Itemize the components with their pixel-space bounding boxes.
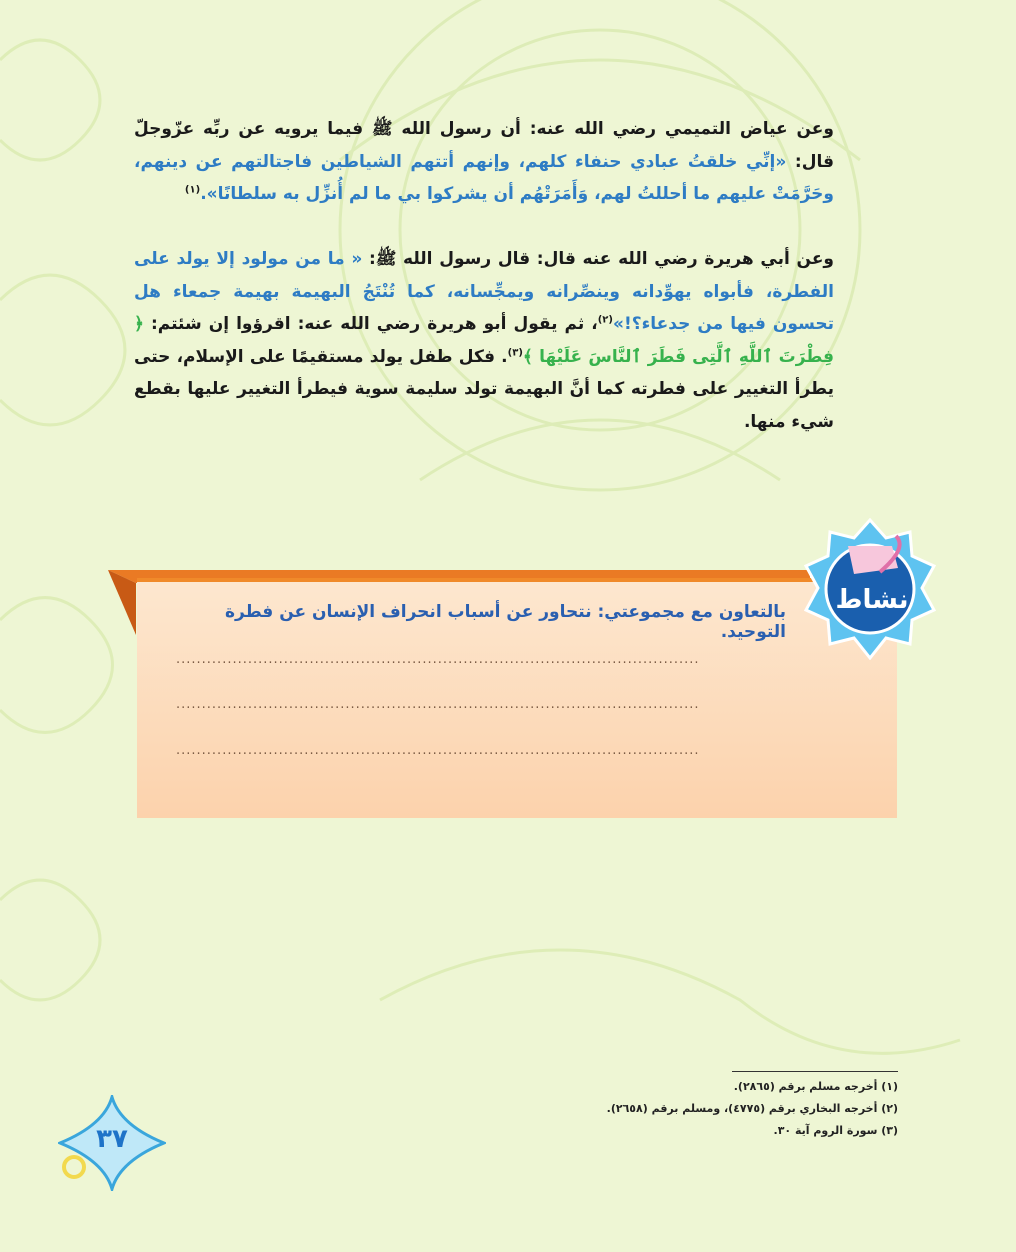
footnote-ref: (٢): [597, 314, 613, 326]
activity-prompt: بالتعاون مع مجموعتي: نتحاور عن أسباب انحراف الإنسان عن فطرة التوحيد.: [225, 602, 786, 642]
paragraph-intro: وعن عياض التميمي رضي الله عنه: أن رسول الله ﷺ فيما يرويه عن ربِّه عزّوجلّ قال:: [134, 119, 834, 172]
paragraph-conclusion: . فكل طفل يولد مستقيمًا على الإسلام، حتى يطرأ التغيير على فطرته كما أنَّ البهيمة تولد سليمة سوية فيطرأ التغيير عليها بقطع شيء منها.: [134, 346, 834, 432]
paragraph-intro: وعن أبي هريرة رضي الله عنه قال: قال رسول الله ﷺ:: [362, 249, 834, 269]
footnote-3: (٣) سورة الروم آية ٣٠.: [773, 1124, 898, 1137]
footnote-divider: [732, 1071, 898, 1072]
answer-line-2[interactable]: ......................................................................................................: [176, 697, 700, 712]
footnote-ref: (١): [184, 184, 201, 196]
footnotes: [498, 1076, 898, 1142]
activity-badge-label: نشاط: [835, 585, 909, 615]
paragraph-iyad: [134, 113, 834, 211]
paragraph-middle: ، ثم يقول أبو هريرة رضي الله عنه: اقرؤوا إن شئتم:: [143, 314, 598, 334]
quran-verse: ﴿ فِطْرَتَ ٱللَّهِ ٱلَّتِى فَطَرَ ٱلنَّاسَ عَلَيْهَا ﴾: [134, 314, 835, 367]
hadith-text: « ما من مولود إلا يولد على الفطرة، فأبواه يهوِّدانه وينصِّرانه ويمجِّسانه، كما تُنْتَجُ البهيمة بهيمة جمعاء هل تحسون فيها من جدعاء؟!»: [134, 249, 835, 334]
footnote-2: (٢) أخرجه البخاري برقم (٤٧٧٥)، ومسلم برقم (٢٦٥٨).: [606, 1102, 898, 1115]
answer-line-3[interactable]: ......................................................................................................: [176, 743, 700, 758]
page-number: ٣٧: [96, 1124, 128, 1154]
paragraph-abu-hurayrah: [134, 243, 834, 438]
answer-line-1[interactable]: ......................................................................................................: [176, 652, 700, 667]
hadith-text: «إنِّي خلقتُ عبادي حنفاء كلهم، وإنهم أتتهم الشياطين فاجتالتهم عن دينهم، وحَرَّمَتْ عليهم ما أحللتُ لهم، وَأَمَرَتْهُم أن يشركوا بي ما لم أُنزِّل به سلطانًا».: [134, 151, 834, 204]
footnote-ref: (٣): [507, 346, 523, 358]
footnote-1: (١) أخرجه مسلم برقم (٢٨٦٥).: [733, 1080, 898, 1093]
